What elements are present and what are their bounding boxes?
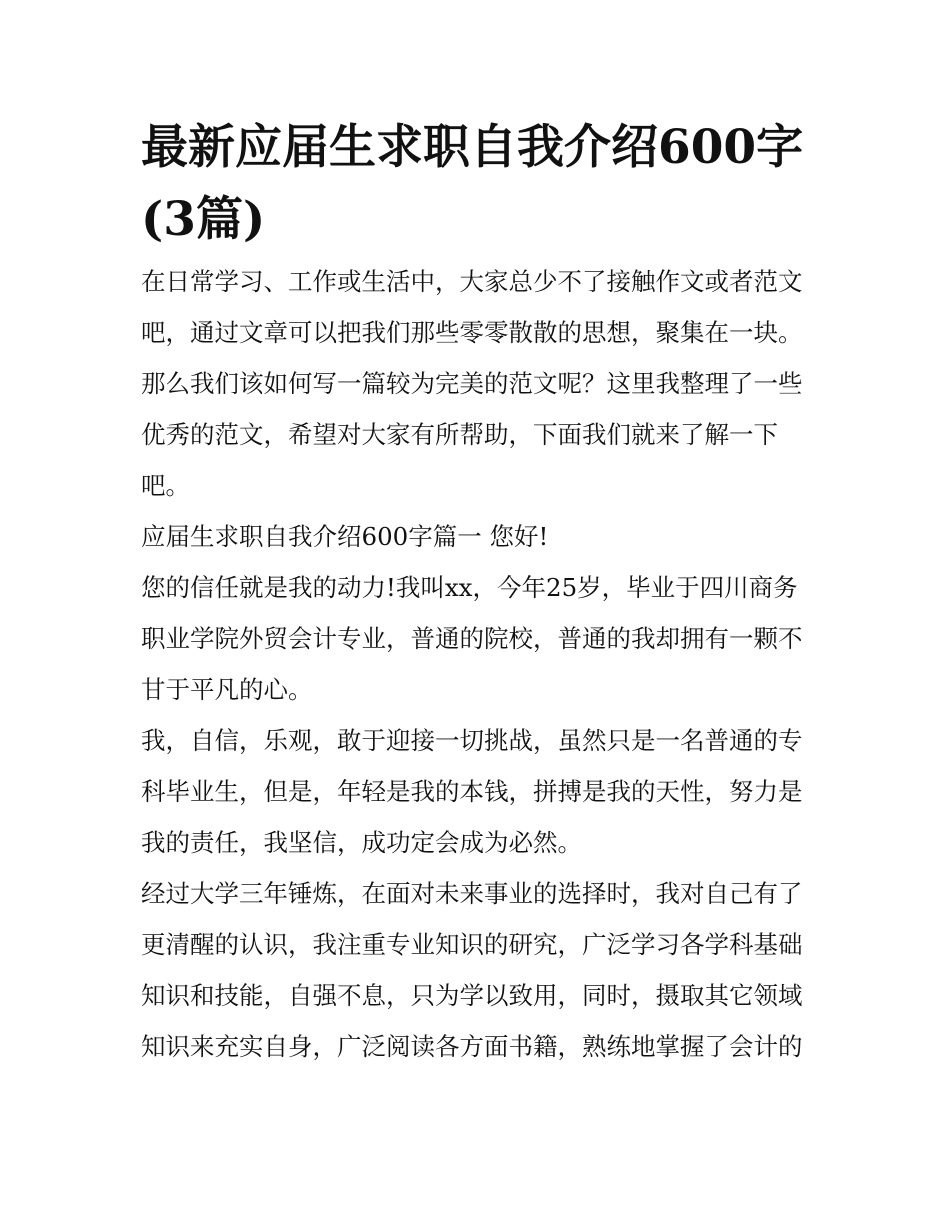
document-title: 最新应届生求职自我介绍600字(3篇) xyxy=(141,120,804,247)
body-paragraph-3: 经过大学三年锤炼，在面对未来事业的选择时，我对自己有了更清醒的认识，我注重专业知识的研究，广泛学习各学科基础知识和技能，自强不息，只为学以致用，同时，摄取其它领域知识来充实自身，广泛阅读各方面书籍，熟练地掌握了会计的 xyxy=(141,879,803,1061)
body-paragraph-2: 我，自信，乐观，敢于迎接一切挑战，虽然只是一名普通的专科毕业生，但是，年轻是我的本钱，拼搏是我的天性，努力是我的责任，我坚信，成功定会成为必然。 xyxy=(141,726,803,857)
document-body xyxy=(141,112,816,1072)
section-heading-paragraph: 应届生求职自我介绍600字篇一 您好! xyxy=(141,522,549,551)
body-paragraph-1: 您的信任就是我的动力!我叫xx，今年25岁，毕业于四川商务职业学院外贸会计专业，普通的院校，普通的我却拥有一颗不甘于平凡的心。 xyxy=(141,573,803,704)
intro-paragraph: 在日常学习、工作或生活中，大家总少不了接触作文或者范文吧，通过文章可以把我们那些零零散散的思想，聚集在一块。那么我们该如何写一篇较为完美的范文呢？这里我整理了一些优秀的范文，希望对大家有所帮助，下面我们就来了解一下吧。 xyxy=(141,267,803,500)
